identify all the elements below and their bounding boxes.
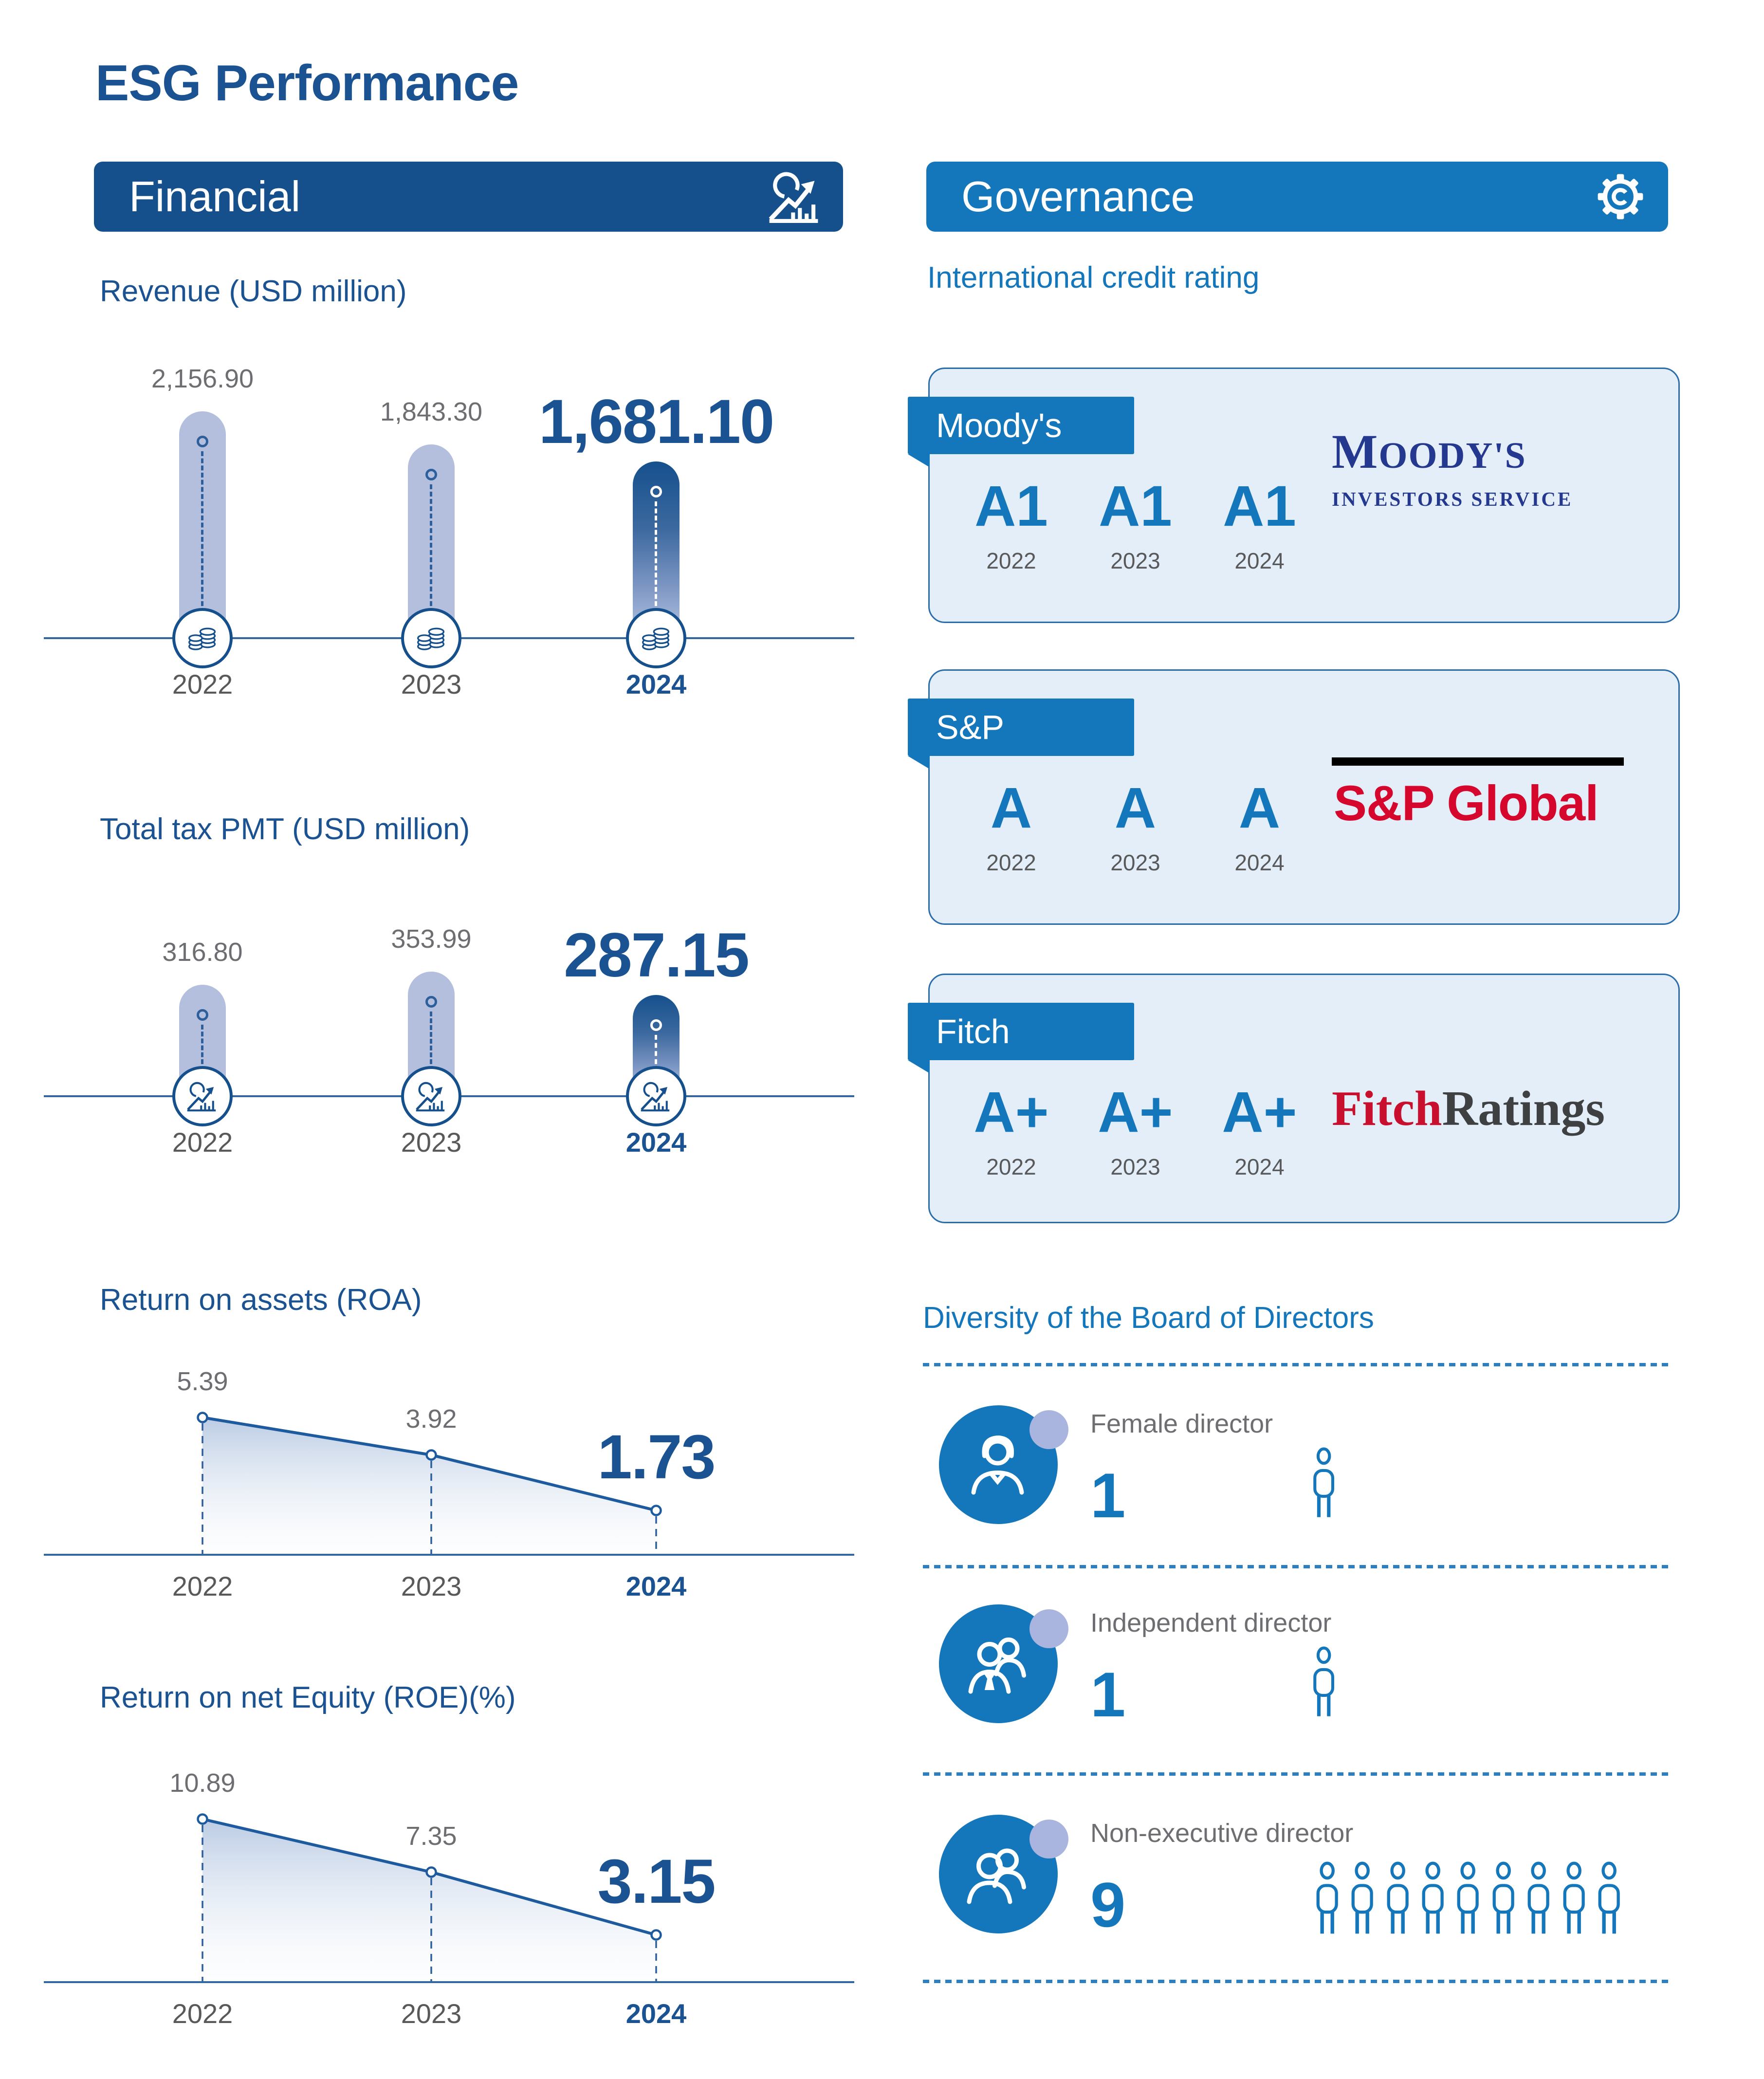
year-label-1-2: 2024	[625, 1127, 687, 1158]
fitch-logo-red: Fitch	[1332, 1081, 1442, 1136]
value-label-1-0: 316.80	[162, 938, 243, 967]
diversity-title: Diversity of the Board of Directors	[923, 1301, 1374, 1335]
rating-value: A+	[974, 1080, 1049, 1144]
person-pictogram	[1308, 1447, 1340, 1523]
moodys-logo-subtext: INVESTORS SERVICE	[1332, 488, 1573, 510]
year-label-2-1: 2023	[401, 1571, 462, 1601]
axis-marker-1-1	[401, 1066, 461, 1126]
rating-value: A1	[1099, 474, 1172, 538]
area-point-2-1	[427, 1451, 436, 1460]
rating-year: 2022	[986, 1154, 1036, 1179]
chart-title-3: Return on net Equity (ROE)(%)	[100, 1681, 516, 1714]
rating-value: A+	[1222, 1080, 1297, 1144]
rating-value: A	[990, 776, 1032, 840]
person-pictogram	[1522, 1861, 1555, 1939]
axis-marker-0-1	[401, 608, 461, 668]
governance-section-header-label: Governance	[961, 172, 1195, 221]
coins-icon	[640, 624, 672, 652]
person-pictogram	[1308, 1646, 1340, 1722]
value-label-3-0: 10.89	[169, 1768, 236, 1798]
area-fill-3	[202, 1819, 656, 1982]
trend-chart-icon	[186, 1080, 219, 1113]
female-director-icon	[962, 1428, 1035, 1501]
coins-icon	[186, 624, 219, 652]
year-label-3-0: 2022	[172, 1998, 233, 2029]
diversity-label-1: Independent director	[1090, 1608, 1332, 1637]
rating-year: 2023	[1110, 548, 1160, 573]
rating-year: 2024	[1234, 850, 1285, 875]
diversity-pictogram-0	[1308, 1447, 1340, 1525]
rating-year: 2022	[986, 548, 1036, 573]
diversity-accent-dot-1	[1029, 1609, 1068, 1648]
independent-director-icon	[962, 1627, 1035, 1700]
trend-chart-icon	[640, 1080, 673, 1113]
chart-title-1: Total tax PMT (USD million)	[100, 812, 470, 846]
area-point-2-2	[652, 1506, 661, 1515]
rating-year: 2023	[1110, 850, 1160, 875]
rating-value: A	[1238, 776, 1281, 840]
person-pictogram	[1416, 1861, 1449, 1939]
value-label-2-2: 1.73	[597, 1422, 715, 1492]
bar-marker-ring-1-2	[650, 1019, 662, 1031]
coins-icon	[415, 624, 447, 652]
value-label-2-0: 5.39	[177, 1367, 228, 1396]
area-point-3-0	[198, 1815, 207, 1824]
axis-marker-1-0	[172, 1066, 233, 1126]
diversity-pictogram-1	[1308, 1646, 1340, 1724]
sp-global-logo: S&P Global	[1334, 775, 1599, 831]
rating-value: A1	[974, 474, 1048, 538]
chart-title-2: Return on assets (ROA)	[100, 1283, 422, 1317]
bar-marker-ring-0-0	[197, 436, 208, 447]
value-label-1-1: 353.99	[391, 924, 472, 954]
year-label-0-1: 2023	[401, 669, 462, 699]
rating-value: A1	[1223, 474, 1296, 538]
dotted-separator-3	[923, 1980, 1668, 1983]
diversity-accent-dot-2	[1029, 1820, 1068, 1858]
area-point-2-0	[198, 1413, 207, 1422]
value-label-3-1: 7.35	[405, 1821, 457, 1851]
value-label-0-1: 1,843.30	[380, 397, 483, 426]
value-label-0-2: 1,681.10	[538, 387, 774, 457]
year-label-3-2: 2024	[625, 1998, 687, 2029]
non-executive-director-icon	[962, 1838, 1035, 1911]
bar-dash-1-0	[201, 1025, 203, 1064]
diversity-label-2: Non-executive director	[1090, 1819, 1354, 1848]
value-label-2-1: 3.92	[405, 1404, 457, 1434]
person-pictogram	[1452, 1861, 1484, 1939]
person-pictogram	[1487, 1861, 1520, 1939]
bar-dash-0-2	[655, 501, 657, 606]
diversity-pictogram-2	[1311, 1861, 1625, 1939]
moodys-logo-wordmark: MOODY'S	[1332, 424, 1526, 478]
value-label-1-2: 287.15	[564, 920, 749, 990]
page-title: ESG Performance	[95, 55, 519, 111]
bar-marker-ring-1-0	[197, 1009, 208, 1021]
axis-marker-0-0	[172, 608, 233, 668]
diversity-count-2: 9	[1090, 1869, 1126, 1940]
axis-marker-0-2	[626, 608, 686, 668]
rating-year: 2024	[1234, 1154, 1285, 1179]
rating-year: 2022	[986, 850, 1036, 875]
area-point-3-1	[427, 1868, 436, 1877]
year-label-2-2: 2024	[625, 1571, 687, 1601]
value-label-0-0: 2,156.90	[151, 364, 254, 393]
chart-axis-2	[44, 1554, 854, 1556]
bar-marker-ring-0-2	[650, 486, 662, 497]
dotted-separator-0	[923, 1363, 1668, 1366]
rating-year: 2024	[1234, 548, 1285, 573]
axis-marker-1-2	[626, 1066, 686, 1126]
rating-year: 2023	[1110, 1154, 1160, 1179]
person-pictogram	[1381, 1861, 1414, 1939]
person-pictogram	[1593, 1861, 1625, 1939]
year-label-0-0: 2022	[172, 669, 233, 699]
bar-dash-0-0	[201, 451, 203, 606]
trend-chart-icon	[415, 1080, 448, 1113]
bar-marker-ring-1-1	[425, 996, 437, 1008]
year-label-0-2: 2024	[625, 669, 687, 699]
financial-section-header-label: Financial	[129, 172, 301, 221]
agency-tab-moodys: Moody's	[908, 397, 1134, 454]
rating-value: A+	[1098, 1080, 1173, 1144]
chart-title-0: Revenue (USD million)	[100, 275, 407, 308]
person-pictogram	[1558, 1861, 1590, 1939]
bar-marker-ring-0-1	[425, 469, 437, 480]
diversity-accent-dot-0	[1029, 1410, 1068, 1449]
bar-dash-0-1	[430, 484, 432, 606]
person-pictogram	[1346, 1861, 1378, 1939]
chart-axis-3	[44, 1981, 854, 1983]
agency-tab-fitch: Fitch	[908, 1003, 1134, 1060]
bar-dash-1-2	[655, 1035, 657, 1064]
year-label-1-1: 2023	[401, 1127, 462, 1158]
year-label-3-1: 2023	[401, 1998, 462, 2029]
diversity-count-0: 1	[1090, 1460, 1126, 1531]
person-pictogram	[1311, 1861, 1343, 1939]
dotted-separator-2	[923, 1772, 1668, 1776]
diversity-count-1: 1	[1090, 1659, 1126, 1730]
area-fill-2	[202, 1417, 656, 1555]
dotted-separator-1	[923, 1565, 1668, 1568]
rating-value: A	[1114, 776, 1157, 840]
year-label-2-0: 2022	[172, 1571, 233, 1601]
year-label-1-0: 2022	[172, 1127, 233, 1158]
area-point-3-2	[652, 1931, 661, 1940]
credit-rating-title: International credit rating	[927, 261, 1260, 294]
agency-tab-sp: S&P	[908, 699, 1134, 756]
fitch-logo-dark: Ratings	[1442, 1081, 1605, 1136]
bar-dash-1-1	[430, 1012, 432, 1064]
value-label-3-2: 3.15	[597, 1847, 715, 1916]
diversity-label-0: Female director	[1090, 1409, 1273, 1438]
